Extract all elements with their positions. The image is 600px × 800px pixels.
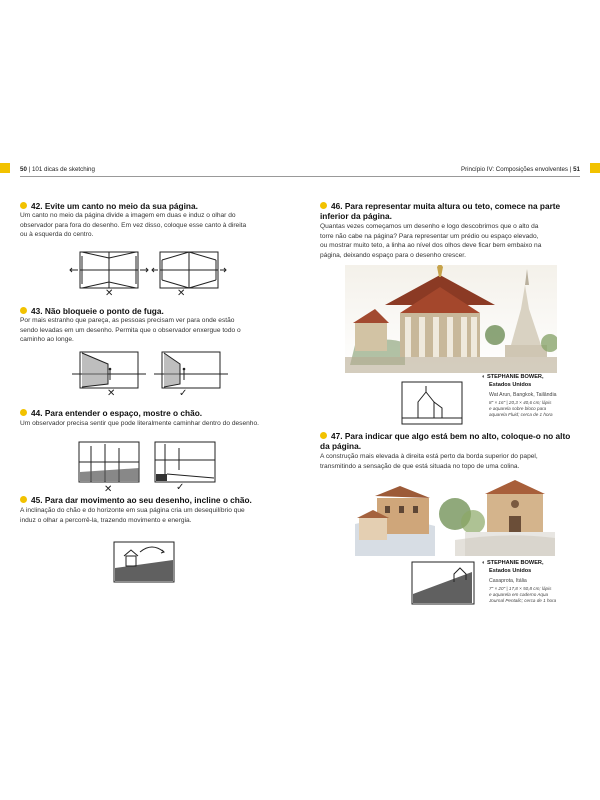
- left-book-title: 101 dicas de sketching: [31, 166, 95, 173]
- caption-wat-arun: ◐ STEPHANIE BOWER, Estados Unidos Wat Arun, Bangkok, Tailândia 8" × 16" | 20,3 × 40,6 cm; lápis e aquarela sobre bloco para aquarela Fluid; cerca de 1 hora: [482, 374, 557, 418]
- right-chapter-title: Princípio IV: Composições envolventes: [460, 166, 569, 173]
- wrong-mark: ✕: [104, 484, 113, 495]
- sketch-corner-center-right: [152, 252, 226, 288]
- right-running-header: [461, 166, 580, 173]
- header-rule-right: [300, 176, 580, 177]
- sketch-no-floor: [79, 442, 139, 482]
- tip-42-text: Um canto no meio da página divide a imagem em duas e induz o olhar do observador para fora do desenho. Em vez disso, coloque esse canto à direita ou à esquerda do centro.: [20, 212, 247, 239]
- casaprota-watercolor: [355, 474, 555, 556]
- right-mark: ✓: [179, 388, 188, 399]
- sketch-open-vanishing-point: [154, 352, 228, 388]
- tip-44-title: 44. Para entender o espaço, mostre o chão.: [20, 408, 202, 418]
- sketch-corner-center-left: [70, 252, 148, 288]
- tip-43-sketches: [70, 350, 230, 398]
- sketch-blocked-vanishing-point: [72, 352, 146, 388]
- header-accent-right: [590, 163, 600, 173]
- tip-47-title: 47. Para indicar que algo está bem no alto, coloque-o no alto da página.: [320, 431, 571, 451]
- tip-47-sketch: [408, 558, 480, 610]
- header-rule-left: [20, 176, 300, 177]
- bullet-dot: [20, 307, 27, 314]
- left-page-number: 50: [20, 166, 27, 173]
- bullet-dot: [20, 202, 27, 209]
- bullet-dot: [20, 496, 27, 503]
- tip-43-text: Por mais estranho que pareça, as pessoas precisam ver para onde estão sendo levadas em um desenho. Permita que o observador enxergue todo o caminho ao longe.: [20, 317, 241, 344]
- wat-arun-watercolor: [345, 265, 557, 373]
- wrong-mark: ✕: [105, 288, 114, 299]
- wrong-mark: ✕: [107, 388, 116, 399]
- right-page-number: 51: [573, 166, 580, 173]
- palette-icon: ◐: [482, 374, 486, 380]
- bullet-dot: [320, 202, 327, 209]
- tip-42-sketches: [68, 248, 228, 300]
- bullet-dot: [320, 432, 327, 439]
- header-separator: |: [28, 166, 31, 173]
- tip-46-text: Quantas vezes começamos um desenho e logo descobrimos que o alto da torre não cabe na página? Para representar um prédio ou espaço elevado, ou mostrar muito teto, a linha ao nível dos olhos deve ficar bem embaixo na página, deixando espaço para o desenho crescer.: [320, 223, 542, 259]
- left-running-header: [20, 166, 95, 173]
- bullet-dot: [20, 409, 27, 416]
- tip-44-sketches: [75, 438, 225, 490]
- header-accent-left: [0, 163, 10, 173]
- palette-icon: ◐: [482, 560, 486, 566]
- tip-46-title: 46. Para representar muita altura ou teto, comece na parte inferior da página.: [320, 201, 561, 221]
- tip-44-text: Um observador precisa sentir que pode literalmente caminhar dentro do desenho.: [20, 420, 259, 427]
- tip-45-sketch: [110, 538, 180, 588]
- wrong-mark: ✕: [177, 288, 186, 299]
- caption-casaprota: ◐ STEPHANIE BOWER, Estados Unidos Casaprota, Itália 7" × 20" | 17,8 × 50,8 cm; lápis e aquarela em caderno Aqua Journal Pentalic; cerca de 1 hora: [482, 560, 557, 604]
- header-separator: |: [569, 166, 572, 173]
- sketch-with-floor: [155, 442, 215, 482]
- tip-46-sketch: [398, 378, 468, 430]
- tip-42-title: 42. Evite um canto no meio da sua página.: [20, 201, 198, 211]
- tip-45-text: A inclinação do chão e do horizonte em sua página cria um desequilíbrio que induz o olhar a percorrê-la, trazendo movimento e energia.: [20, 507, 245, 524]
- tip-47-text: A construção mais elevada à direita está perto da borda superior do papel, transmitindo a sensação de que está situada no topo de uma colina.: [320, 453, 538, 470]
- right-mark: ✓: [176, 482, 185, 493]
- tip-43-title: 43. Não bloqueie o ponto de fuga.: [20, 306, 164, 316]
- tip-45-title: 45. Para dar movimento ao seu desenho, incline o chão.: [20, 495, 252, 505]
